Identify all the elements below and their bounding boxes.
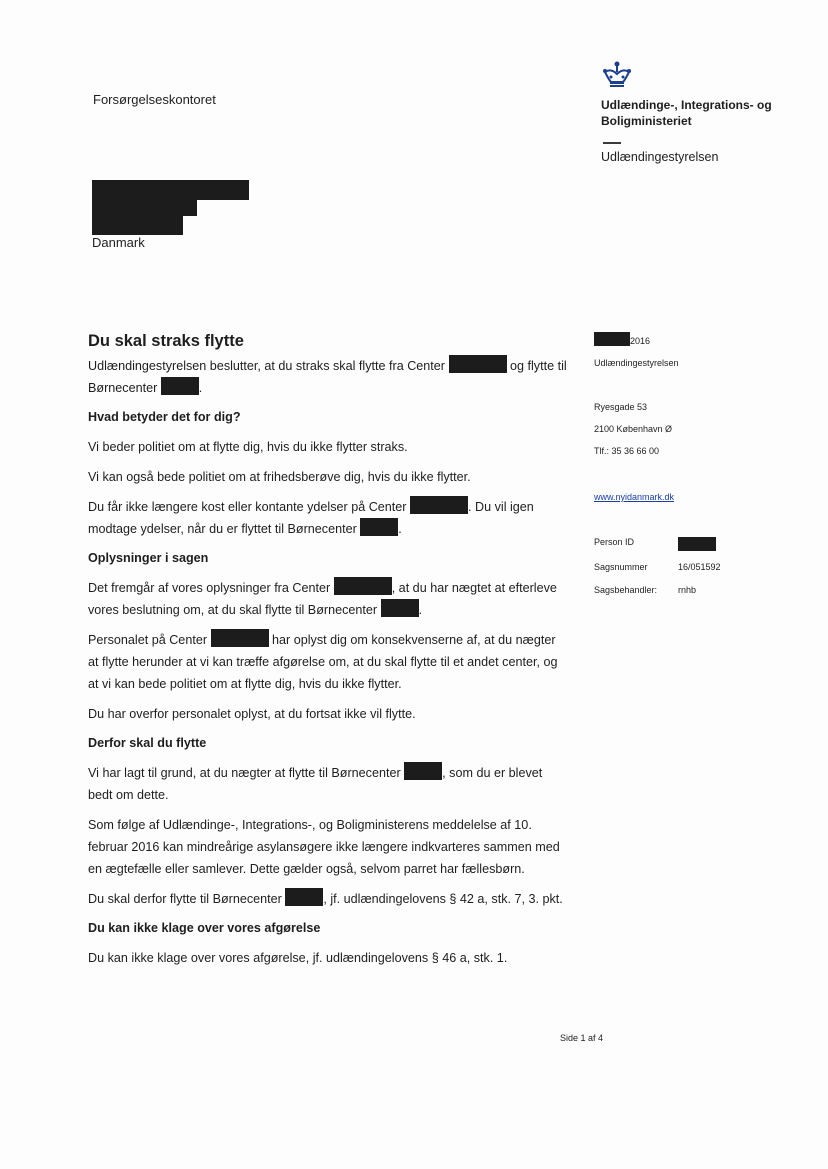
address-redaction-line-3 bbox=[92, 215, 183, 235]
letter-body bbox=[88, 332, 568, 977]
address-redaction-line-1 bbox=[92, 180, 249, 200]
paragraph: Vi har lagt til grund, at du nægter at flytte til Børnecenter , som du er blevet bedt om dette. bbox=[88, 762, 568, 806]
letter-title: Du skal straks flytte bbox=[88, 332, 244, 350]
paragraph: Du har overfor personalet oplyst, at du fortsat ikke vil flytte. bbox=[88, 707, 416, 721]
redaction bbox=[449, 355, 507, 373]
page-number: Side 1 af 4 bbox=[560, 1033, 604, 1043]
paragraph: Det fremgår af vores oplysninger fra Center , at du har nægtet at efterleve vores beslutning om, at du skal flytte til Børnecenter . bbox=[88, 577, 568, 621]
case-officer-label: Sagsbehandler: bbox=[594, 585, 658, 595]
intro-paragraph: Udlændingestyrelsen beslutter, at du straks skal flytte fra Center og flytte til Børnecenter . bbox=[88, 355, 568, 399]
redaction bbox=[211, 629, 269, 647]
person-id-label: Person ID bbox=[594, 537, 635, 547]
address-country: Danmark bbox=[92, 235, 145, 250]
agency-name: Udlændingestyrelsen bbox=[601, 150, 719, 164]
letter-date: 2016 bbox=[594, 332, 794, 346]
redaction bbox=[410, 496, 468, 514]
paragraph: Du skal derfor flytte til Børnecenter , jf. udlændingelovens § 42 a, stk. 7, 3. pkt. bbox=[88, 888, 568, 910]
crown-logo-icon bbox=[600, 60, 634, 90]
sender-department: Forsørgelseskontoret bbox=[93, 92, 216, 107]
case-number-label: Sagsnummer bbox=[594, 562, 648, 572]
paragraph: Vi kan også bede politiet om at frihedsberøve dig, hvis du ikke flytter. bbox=[88, 470, 471, 484]
website-link[interactable]: www.nyidanmark.dk bbox=[594, 492, 675, 502]
sidebar-city: 2100 København Ø bbox=[594, 424, 673, 434]
redaction bbox=[678, 537, 716, 551]
case-officer-value: rnhb bbox=[678, 585, 697, 595]
heading-case-information: Oplysninger i sagen bbox=[88, 551, 209, 565]
paragraph: Du kan ikke klage over vores afgørelse, jf. udlændingelovens § 46 a, stk. 1. bbox=[88, 951, 508, 965]
address-redaction-line-2 bbox=[92, 198, 197, 216]
person-id-value bbox=[678, 537, 716, 551]
redaction bbox=[381, 599, 419, 617]
redaction bbox=[334, 577, 392, 595]
sidebar-phone: Tlf.: 35 36 66 00 bbox=[594, 446, 660, 456]
sidebar-agency: Udlændingestyrelsen bbox=[594, 358, 679, 368]
heading-therefore-move: Derfor skal du flytte bbox=[88, 736, 207, 750]
redaction bbox=[161, 377, 199, 395]
ministry-name: Udlændinge-, Integrations- og Boligministeriet bbox=[601, 98, 772, 128]
heading-no-appeal: Du kan ikke klage over vores afgørelse bbox=[88, 921, 321, 935]
sidebar-street: Ryesgade 53 bbox=[594, 402, 648, 412]
redaction bbox=[594, 332, 630, 346]
paragraph: Du får ikke længere kost eller kontante ydelser på Center . Du vil igen modtage ydelser, når du er flyttet til Børnecenter . bbox=[88, 496, 568, 540]
redaction bbox=[404, 762, 442, 780]
paragraph: Vi beder politiet om at flytte dig, hvis du ikke flytter straks. bbox=[88, 440, 408, 454]
case-number-value: 16/051592 bbox=[678, 562, 721, 572]
redaction bbox=[360, 518, 398, 536]
header-divider bbox=[603, 142, 621, 144]
paragraph: Som følge af Udlændinge-, Integrations-, og Boligministerens meddelelse af 10. februar 2016 kan mindreårige asylansøgere ikke længere indkvarteres sammen med en ægtefælle eller samlever. Dette gælder også, selvom parret har fællesbørn. bbox=[88, 818, 560, 876]
paragraph: Personalet på Center har oplyst dig om konsekvenserne af, at du nægter at flytte herunder at vi kan træffe afgørelse om, at du skal flytte til et andet center, og at vi kan bede politiet om at flytte dig, hvis du ikke flytter. bbox=[88, 629, 568, 695]
heading-what-it-means: Hvad betyder det for dig? bbox=[88, 410, 241, 424]
redaction bbox=[285, 888, 323, 906]
